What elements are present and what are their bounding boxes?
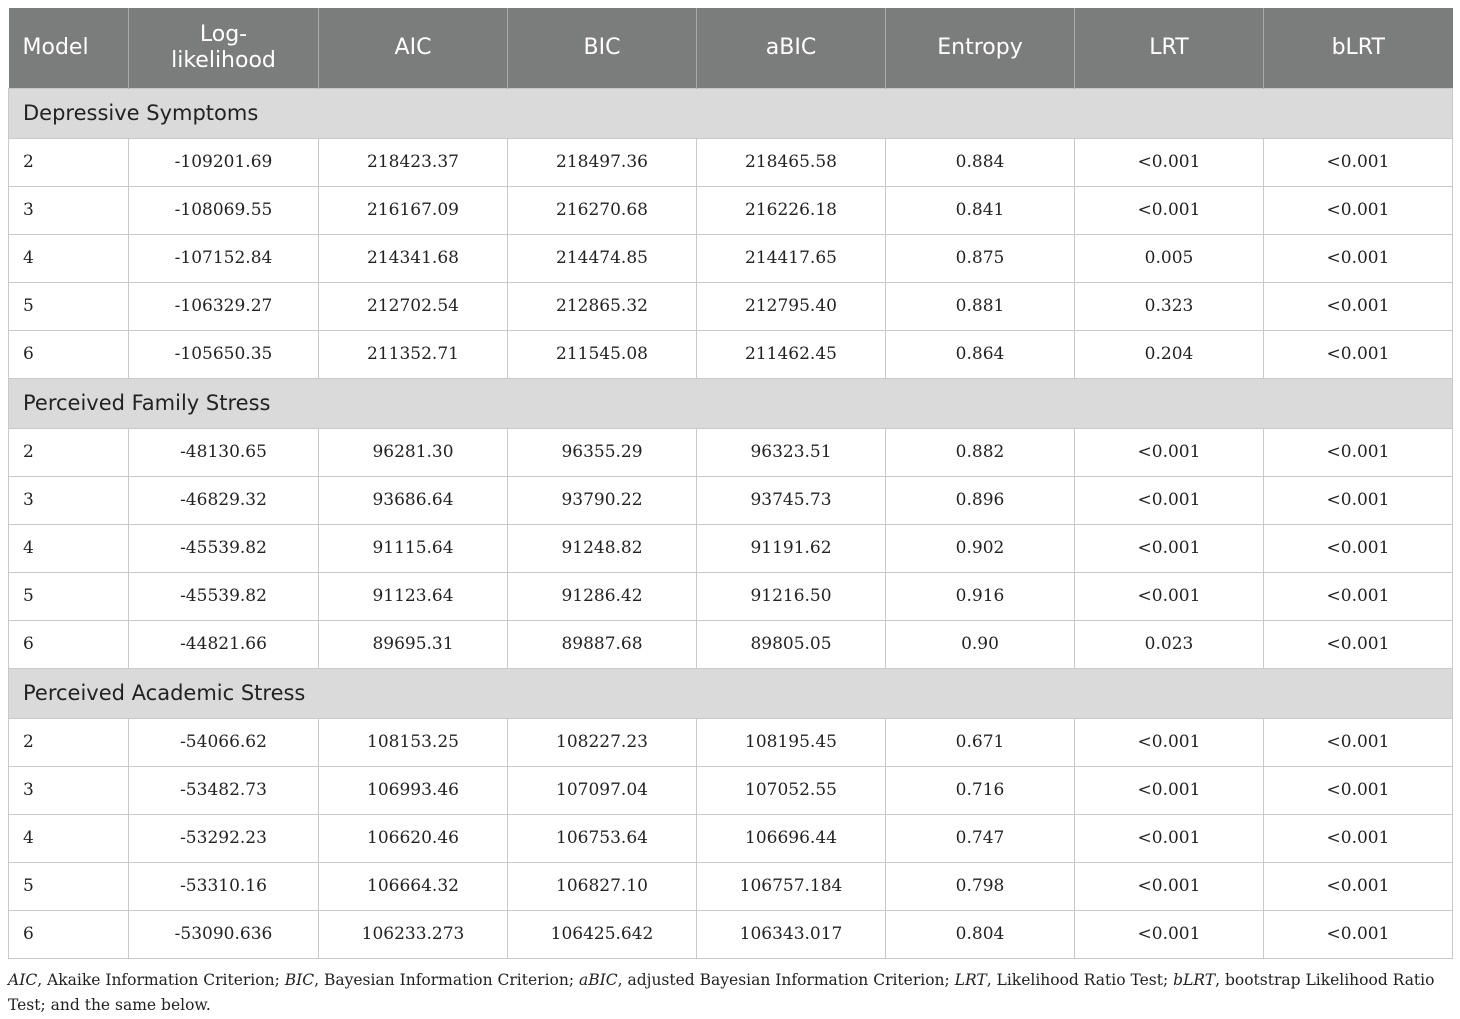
cell-lrt: <0.001	[1075, 862, 1264, 910]
group-row	[9, 88, 1453, 138]
table-row	[9, 572, 1453, 620]
cell-aic: 108153.25	[319, 718, 508, 766]
cell-model: 6	[9, 330, 129, 378]
cell-lrt: <0.001	[1075, 572, 1264, 620]
column-header-abic: aBIC	[697, 8, 886, 88]
cell-bic: 106753.64	[508, 814, 697, 862]
cell-bic: 107097.04	[508, 766, 697, 814]
cell-entropy: 0.716	[886, 766, 1075, 814]
cell-abic: 106696.44	[697, 814, 886, 862]
cell-log-likelihood: -45539.82	[129, 572, 319, 620]
cell-aic: 89695.31	[319, 620, 508, 668]
cell-bic: 216270.68	[508, 186, 697, 234]
group-row	[9, 378, 1453, 428]
column-header-bic: BIC	[508, 8, 697, 88]
cell-model: 4	[9, 234, 129, 282]
cell-entropy: 0.841	[886, 186, 1075, 234]
cell-aic: 216167.09	[319, 186, 508, 234]
cell-lrt: <0.001	[1075, 766, 1264, 814]
cell-model: 3	[9, 186, 129, 234]
column-header-lrt: LRT	[1075, 8, 1264, 88]
cell-blrt: <0.001	[1264, 910, 1453, 958]
cell-lrt: 0.023	[1075, 620, 1264, 668]
cell-bic: 91286.42	[508, 572, 697, 620]
cell-bic: 91248.82	[508, 524, 697, 572]
table-row	[9, 718, 1453, 766]
cell-bic: 218497.36	[508, 138, 697, 186]
cell-aic: 106993.46	[319, 766, 508, 814]
cell-lrt: 0.323	[1075, 282, 1264, 330]
cell-bic: 211545.08	[508, 330, 697, 378]
cell-model: 4	[9, 524, 129, 572]
cell-blrt: <0.001	[1264, 186, 1453, 234]
cell-abic: 106343.017	[697, 910, 886, 958]
group-label: Perceived Family Stress	[9, 378, 1453, 428]
cell-abic: 93745.73	[697, 476, 886, 524]
cell-model: 4	[9, 814, 129, 862]
cell-aic: 214341.68	[319, 234, 508, 282]
cell-abic: 212795.40	[697, 282, 886, 330]
cell-aic: 212702.54	[319, 282, 508, 330]
model-fit-table	[8, 8, 1453, 959]
group-label: Perceived Academic Stress	[9, 668, 1453, 718]
cell-model: 2	[9, 138, 129, 186]
cell-entropy: 0.90	[886, 620, 1075, 668]
cell-blrt: <0.001	[1264, 814, 1453, 862]
table-row	[9, 524, 1453, 572]
cell-model: 5	[9, 862, 129, 910]
cell-log-likelihood: -105650.35	[129, 330, 319, 378]
cell-aic: 106233.273	[319, 910, 508, 958]
model-fit-table-container	[8, 8, 1452, 959]
cell-blrt: <0.001	[1264, 524, 1453, 572]
cell-model: 5	[9, 572, 129, 620]
cell-bic: 106425.642	[508, 910, 697, 958]
cell-bic: 96355.29	[508, 428, 697, 476]
cell-abic: 96323.51	[697, 428, 886, 476]
table-row	[9, 814, 1453, 862]
cell-blrt: <0.001	[1264, 138, 1453, 186]
table-header	[9, 8, 1453, 88]
cell-entropy: 0.916	[886, 572, 1075, 620]
cell-blrt: <0.001	[1264, 330, 1453, 378]
cell-blrt: <0.001	[1264, 476, 1453, 524]
table-footnote	[8, 968, 1452, 1018]
cell-blrt: <0.001	[1264, 766, 1453, 814]
cell-lrt: 0.005	[1075, 234, 1264, 282]
cell-log-likelihood: -44821.66	[129, 620, 319, 668]
footnote-abbreviation: BIC	[284, 971, 315, 989]
cell-abic: 214417.65	[697, 234, 886, 282]
cell-aic: 91115.64	[319, 524, 508, 572]
cell-aic: 93686.64	[319, 476, 508, 524]
table-row	[9, 766, 1453, 814]
cell-model: 3	[9, 766, 129, 814]
cell-entropy: 0.882	[886, 428, 1075, 476]
cell-lrt: <0.001	[1075, 476, 1264, 524]
cell-aic: 106620.46	[319, 814, 508, 862]
cell-aic: 106664.32	[319, 862, 508, 910]
cell-log-likelihood: -45539.82	[129, 524, 319, 572]
table-row	[9, 138, 1453, 186]
cell-log-likelihood: -53292.23	[129, 814, 319, 862]
cell-lrt: <0.001	[1075, 910, 1264, 958]
cell-model: 6	[9, 910, 129, 958]
table-row	[9, 476, 1453, 524]
cell-bic: 106827.10	[508, 862, 697, 910]
cell-entropy: 0.671	[886, 718, 1075, 766]
column-header-blrt: bLRT	[1264, 8, 1453, 88]
cell-blrt: <0.001	[1264, 428, 1453, 476]
cell-model: 5	[9, 282, 129, 330]
cell-lrt: 0.204	[1075, 330, 1264, 378]
cell-entropy: 0.798	[886, 862, 1075, 910]
footnote-text: , Akaike Information Criterion;	[37, 971, 285, 989]
cell-abic: 91216.50	[697, 572, 886, 620]
footnote-text: , adjusted Bayesian Information Criterion;	[617, 971, 955, 989]
column-header-log-likelihood: Log- likelihood	[129, 8, 319, 88]
cell-abic: 91191.62	[697, 524, 886, 572]
cell-log-likelihood: -109201.69	[129, 138, 319, 186]
cell-log-likelihood: -48130.65	[129, 428, 319, 476]
cell-model: 2	[9, 428, 129, 476]
cell-entropy: 0.884	[886, 138, 1075, 186]
cell-bic: 93790.22	[508, 476, 697, 524]
cell-lrt: <0.001	[1075, 186, 1264, 234]
footnote-text: , bootstrap Likelihood Ratio Test; and the same below.	[8, 971, 1435, 1014]
column-header-aic: AIC	[319, 8, 508, 88]
cell-bic: 214474.85	[508, 234, 697, 282]
column-header-model: Model	[9, 8, 129, 88]
cell-blrt: <0.001	[1264, 620, 1453, 668]
cell-lrt: <0.001	[1075, 428, 1264, 476]
cell-entropy: 0.747	[886, 814, 1075, 862]
cell-log-likelihood: -53310.16	[129, 862, 319, 910]
group-label: Depressive Symptoms	[9, 88, 1453, 138]
cell-blrt: <0.001	[1264, 718, 1453, 766]
cell-model: 6	[9, 620, 129, 668]
table-row	[9, 330, 1453, 378]
cell-abic: 218465.58	[697, 138, 886, 186]
cell-blrt: <0.001	[1264, 862, 1453, 910]
cell-blrt: <0.001	[1264, 282, 1453, 330]
group-row	[9, 668, 1453, 718]
cell-log-likelihood: -53090.636	[129, 910, 319, 958]
cell-abic: 108195.45	[697, 718, 886, 766]
cell-abic: 211462.45	[697, 330, 886, 378]
cell-entropy: 0.875	[886, 234, 1075, 282]
cell-log-likelihood: -53482.73	[129, 766, 319, 814]
cell-aic: 211352.71	[319, 330, 508, 378]
cell-model: 2	[9, 718, 129, 766]
table-body	[9, 88, 1453, 958]
cell-lrt: <0.001	[1075, 524, 1264, 572]
column-header-entropy: Entropy	[886, 8, 1075, 88]
cell-abic: 106757.184	[697, 862, 886, 910]
cell-abic: 107052.55	[697, 766, 886, 814]
cell-blrt: <0.001	[1264, 234, 1453, 282]
footnote-abbreviation: LRT	[954, 971, 987, 989]
table-row	[9, 862, 1453, 910]
cell-log-likelihood: -106329.27	[129, 282, 319, 330]
cell-entropy: 0.902	[886, 524, 1075, 572]
cell-entropy: 0.864	[886, 330, 1075, 378]
cell-model: 3	[9, 476, 129, 524]
cell-log-likelihood: -108069.55	[129, 186, 319, 234]
cell-log-likelihood: -107152.84	[129, 234, 319, 282]
cell-bic: 212865.32	[508, 282, 697, 330]
cell-lrt: <0.001	[1075, 718, 1264, 766]
cell-lrt: <0.001	[1075, 138, 1264, 186]
cell-entropy: 0.804	[886, 910, 1075, 958]
cell-log-likelihood: -46829.32	[129, 476, 319, 524]
cell-bic: 108227.23	[508, 718, 697, 766]
cell-blrt: <0.001	[1264, 572, 1453, 620]
header-row	[9, 8, 1453, 88]
table-row	[9, 910, 1453, 958]
footnote-abbreviation: AIC	[8, 971, 38, 989]
cell-aic: 218423.37	[319, 138, 508, 186]
table-row	[9, 186, 1453, 234]
footnote-abbreviation: bLRT	[1173, 971, 1216, 989]
cell-entropy: 0.896	[886, 476, 1075, 524]
cell-abic: 89805.05	[697, 620, 886, 668]
table-row	[9, 620, 1453, 668]
footnote-text: , Likelihood Ratio Test;	[986, 971, 1174, 989]
cell-abic: 216226.18	[697, 186, 886, 234]
cell-bic: 89887.68	[508, 620, 697, 668]
cell-aic: 91123.64	[319, 572, 508, 620]
cell-aic: 96281.30	[319, 428, 508, 476]
cell-lrt: <0.001	[1075, 814, 1264, 862]
table-row	[9, 282, 1453, 330]
footnote-abbreviation: aBIC	[579, 971, 618, 989]
table-row	[9, 428, 1453, 476]
table-row	[9, 234, 1453, 282]
cell-log-likelihood: -54066.62	[129, 718, 319, 766]
footnote-text: , Bayesian Information Criterion;	[314, 971, 579, 989]
cell-entropy: 0.881	[886, 282, 1075, 330]
